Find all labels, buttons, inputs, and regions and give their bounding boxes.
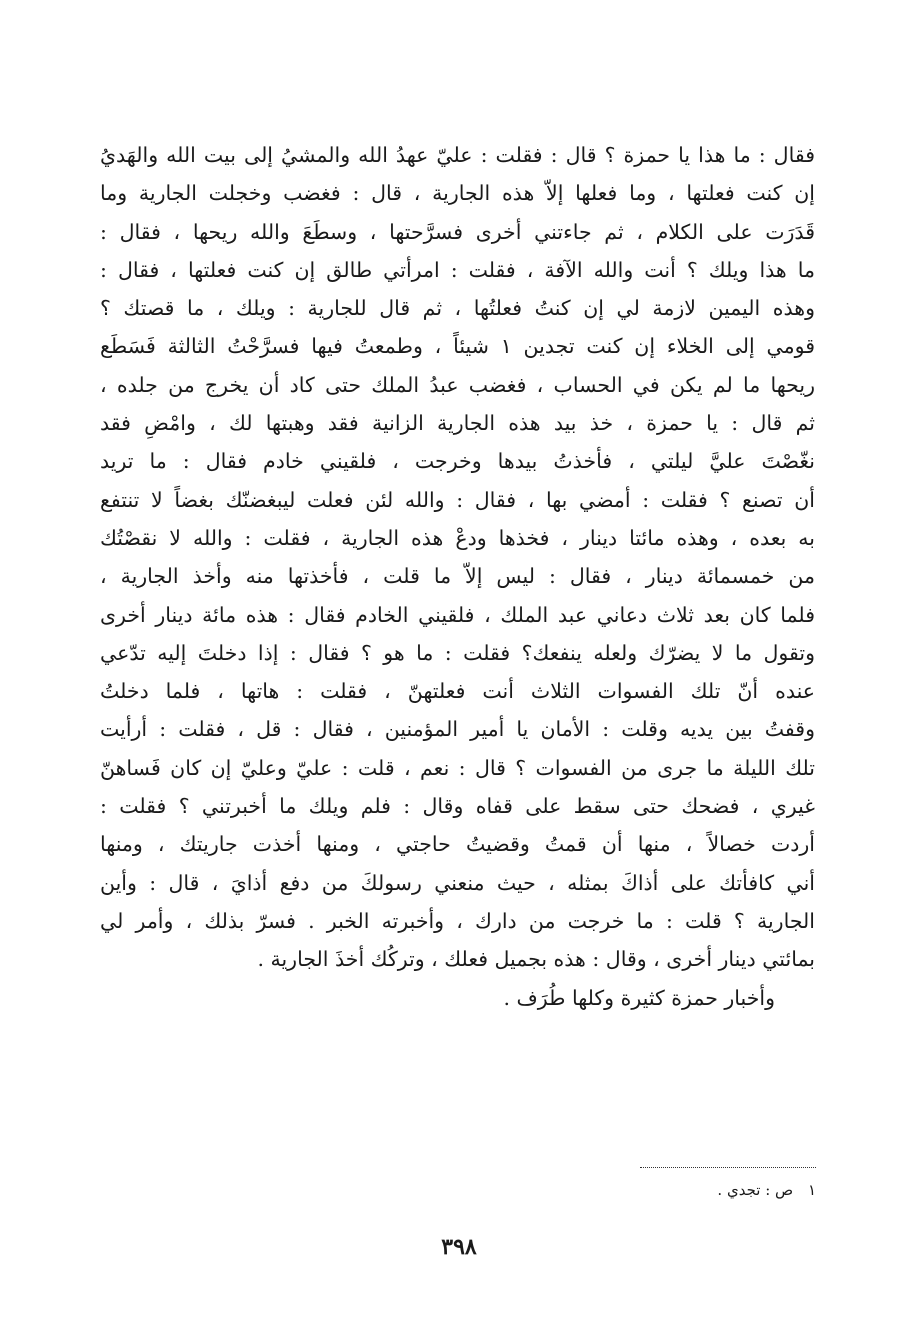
page-number: ٣٩٨	[441, 1234, 477, 1260]
footnote	[560, 1178, 816, 1202]
footnote-number: ١	[807, 1181, 816, 1199]
text-line-14: وتقول ما لا يضرّك ولعله ينفعك؟ فقلت : ما هو ؟ فقال : إذا دخلتَ إليه تدّعي	[100, 640, 815, 665]
text-line-20: أني كافأتك على أذاكَ بمثله ، حيث منعني رسولكَ من دفع أذايَ ، قال : وأين	[100, 870, 815, 895]
text-line-17: تلك الليلة ما جرى من الفسوات ؟ قال : نعم ، قلت : عليّ وعليّ إن كان فَساهنّ	[100, 755, 815, 780]
text-line-8: ثم قال : يا حمزة ، خذ بيد هذه الجارية الزانية فقد وهبتها لك ، وامْضِ فقد	[100, 411, 815, 436]
text-line-11: به بعده ، وهذه مائتا دينار ، فخذها ودعْ هذه الجارية ، فقلت : والله لا نقصْتُك	[100, 525, 815, 550]
text-line-21: الجارية ؟ قلت : ما خرجت من دارك ، وأخبرته الخبر . فسرّ بذلك ، وأمر لي	[100, 908, 815, 933]
footnote-separator	[640, 1167, 816, 1168]
text-line-13: فلما كان بعد ثلاث دعاني عبد الملك ، فلقيني الخادم فقال : هذه مائة دينار أخرى	[100, 602, 815, 627]
text-line-23: وأخبار حمزة كثيرة وكلها طُرَف .	[503, 985, 775, 1010]
text-line-6: قومي إلى الخلاء إن كنت تجدين ١ شيئاً ، وطمعتُ فيها فسرَّحْتُ الثالثة فَسَطَع	[100, 334, 815, 359]
text-line-10: أن تصنع ؟ فقلت : أمضي بها ، فقال : والله لئن فعلت ليبغضنّك بغضاً لا تنتفع	[100, 487, 815, 512]
text-line-1: فقال : ما هذا يا حمزة ؟ قال : فقلت : عليّ عهدُ الله والمشيُ إلى بيت الله والهَديُ	[100, 143, 815, 167]
text-line-15: عنده أنّ تلك الفسوات الثلاث أنت فعلتهنّ ، فقلت : هاتها ، فلما دخلتُ	[100, 679, 815, 704]
text-line-3: قَدَرَت على الكلام ، ثم جاءتني أخرى فسرَّحتها ، وسطَعَ والله ريحها ، فقال :	[100, 219, 815, 244]
text-line-22: بمائتي دينار أخرى ، وقال : هذه بجميل فعلك ، وتركُك أخذَ الجارية .	[257, 947, 815, 972]
text-line-9: نغّصْتَ عليَّ ليلتي ، فأخذتُ بيدها وخرجت ، فلقيني خادم فقال : ما تريد	[100, 449, 815, 474]
text-line-18: غيري ، فضحك حتى سقط على قفاه وقال : فلم ويلك ما أخبرتني ؟ فقلت :	[100, 794, 815, 819]
footnote-text: ص : تجدي .	[717, 1181, 794, 1199]
text-line-12: من خمسمائة دينار ، فقال : ليس إلاّ ما قلت ، فأخذتها منه وأخذ الجارية ،	[100, 564, 815, 589]
text-line-16: وقفتُ بين يديه وقلت : الأمان يا أمير المؤمنين ، فقال : قل ، فقلت : أرأيت	[100, 717, 815, 742]
text-line-19: أردت خصالاً ، منها أن قمتُ وقضيتُ حاجتي ، ومنها أخذت جاريتك ، ومنها	[100, 832, 815, 857]
text-line-4: ما هذا ويلك ؟ أنت والله الآفة ، فقلت : امرأتي طالق إن كنت فعلتها ، فقال :	[100, 257, 815, 282]
text-line-2: إن كنت فعلتها ، وما فعلها إلاّ هذه الجارية ، قال : فغضب وخجلت الجارية وما	[100, 181, 815, 206]
text-line-5: وهذه اليمين لازمة لي إن كنتُ فعلتُها ، ثم قال للجارية : ويلك ، ما قصتك ؟	[100, 296, 815, 321]
main-text	[100, 136, 815, 1017]
text-line-7: ريحها ما لم يكن في الحساب ، فغضب عبدُ الملك حتى كاد أن يخرج من جلده ،	[100, 372, 815, 397]
